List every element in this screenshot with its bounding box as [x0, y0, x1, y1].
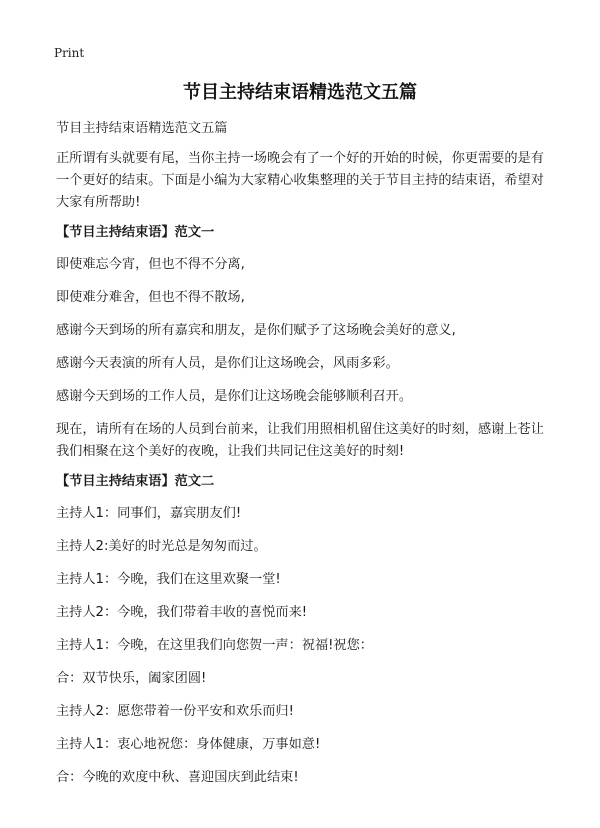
- page-title: 节目主持结束语精选范文五篇: [183, 82, 417, 103]
- article-body: [56, 118, 548, 800]
- article-subtitle: 节目主持结束语精选范文五篇: [56, 121, 228, 136]
- section2-line: 主持人2:美好的时光总是匆匆而过。: [56, 539, 267, 554]
- section2-line: 合：双节快乐，阖家团圆!: [56, 671, 207, 686]
- section1-closing-paragraph: 现在，请所有在场的人员到台前来，让我们用照相机留住这美好的时刻，感谢上苍让我们相聚在这个美好的夜晚，让我们共同记住这美好的时刻!: [56, 422, 544, 459]
- section-heading-1: 【节目主持结束语】范文一: [56, 225, 215, 240]
- section2-line: 主持人2：愿您带着一份平安和欢乐而归!: [56, 704, 294, 719]
- print-link[interactable]: Print: [54, 46, 85, 60]
- section2-line: 主持人1：今晚，在这里我们向您贺一声：祝福!祝您：: [56, 638, 373, 653]
- section1-line: 感谢今天到场的工作人员，是你们让这场晚会能够顺利召开。: [56, 389, 413, 404]
- section2-line: 主持人1：衷心地祝您：身体健康，万事如意!: [56, 737, 321, 752]
- section1-line: 即使难忘今宵，但也不得不分离,: [56, 257, 245, 272]
- section2-line: 主持人1：今晚，我们在这里欢聚一堂!: [56, 572, 281, 587]
- section2-line: 合：今晚的欢度中秋、喜迎国庆到此结束!: [56, 770, 299, 785]
- section1-line: 即使难分难舍，但也不得不散场,: [56, 290, 245, 305]
- section1-line: 感谢今天到场的所有嘉宾和朋友，是你们赋予了这场晚会美好的意义,: [56, 323, 456, 338]
- section-heading-2: 【节目主持结束语】范文二: [56, 474, 215, 489]
- section2-line: 主持人2：今晚，我们带着丰收的喜悦而来!: [56, 605, 308, 620]
- section1-line: 感谢今天表演的所有人员，是你们让这场晚会，风雨多彩。: [56, 356, 399, 371]
- section2-line: 主持人1：同事们，嘉宾朋友们!: [56, 506, 242, 521]
- intro-paragraph: 正所谓有头就要有尾，当你主持一场晚会有了一个好的开始的时候，你更需要的是有一个更好的结束。下面是小编为大家精心收集整理的关于节目主持的结束语，希望对大家有所帮助!: [56, 151, 544, 210]
